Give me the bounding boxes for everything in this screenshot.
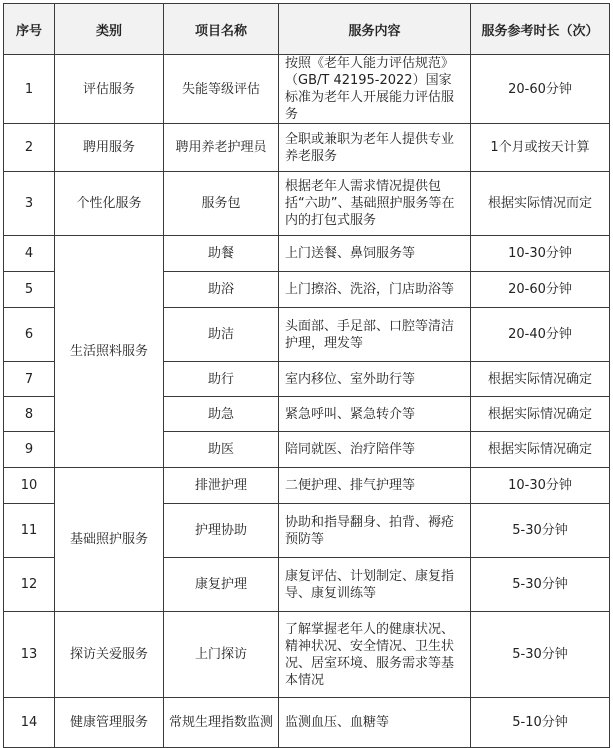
row-category: 健康管理服务: [55, 698, 164, 748]
table-row: [4, 55, 610, 124]
row-no: 9: [4, 432, 55, 468]
header-content: 服务内容: [279, 4, 471, 55]
row-item: 护理协助: [164, 504, 279, 558]
row-content: 监测血压、血糖等: [279, 698, 471, 748]
row-duration: 根据实际情况而定: [471, 172, 610, 236]
row-category: 聘用服务: [55, 124, 164, 172]
row-content: 头面部、手足部、口腔等清洁护理，理发等: [279, 308, 471, 362]
row-content: 协助和指导翻身、拍背、褥疮预防等: [279, 504, 471, 558]
row-item: 助浴: [164, 272, 279, 308]
row-category: 基础照护服务: [55, 468, 164, 612]
row-duration: 根据实际情况确定: [471, 397, 610, 432]
row-duration: 5-30分钟: [471, 558, 610, 612]
row-category: 生活照料服务: [55, 236, 164, 468]
row-duration: 10-30分钟: [471, 236, 610, 272]
row-duration: 20-60分钟: [471, 272, 610, 308]
row-content: 了解掌握老年人的健康状况、精神状况、安全情况、卫生状况、居室环境、服务需求等基本情况: [279, 612, 471, 698]
row-item: 助医: [164, 432, 279, 468]
row-no: 13: [4, 612, 55, 698]
row-item: 康复护理: [164, 558, 279, 612]
row-duration: 5-30分钟: [471, 504, 610, 558]
row-content: 根据老年人需求情况提供包括“六助”、基础照护服务等在内的打包式服务: [279, 172, 471, 236]
row-item: 服务包: [164, 172, 279, 236]
table-row: [4, 236, 610, 272]
header-duration: 服务参考时长（次）: [471, 4, 610, 55]
row-content: 室内移位、室外助行等: [279, 362, 471, 397]
row-category: 个性化服务: [55, 172, 164, 236]
row-content: 按照《老年人能力评估规范》（GB/T 42195-2022）国家标准为老年人开展能力评估服务: [279, 55, 471, 124]
row-duration: 5-30分钟: [471, 612, 610, 698]
row-duration: 5-10分钟: [471, 698, 610, 748]
row-duration: 1个月或按天计算: [471, 124, 610, 172]
row-item: 助急: [164, 397, 279, 432]
row-item: 助洁: [164, 308, 279, 362]
row-content: 陪同就医、治疗陪伴等: [279, 432, 471, 468]
table-row: [4, 612, 610, 698]
row-no: 7: [4, 362, 55, 397]
table-row: [4, 124, 610, 172]
row-no: 4: [4, 236, 55, 272]
row-no: 12: [4, 558, 55, 612]
row-item: 失能等级评估: [164, 55, 279, 124]
header-no: 序号: [4, 4, 55, 55]
table-row: [4, 172, 610, 236]
row-item: 排泄护理: [164, 468, 279, 504]
service-table-container: [3, 3, 609, 744]
row-category: 评估服务: [55, 55, 164, 124]
row-no: 5: [4, 272, 55, 308]
row-content: 紧急呼叫、紧急转介等: [279, 397, 471, 432]
row-content: 二便护理、排气护理等: [279, 468, 471, 504]
row-duration: 20-60分钟: [471, 55, 610, 124]
row-content: 全职或兼职为老年人提供专业养老服务: [279, 124, 471, 172]
row-item: 上门探访: [164, 612, 279, 698]
row-content: 康复评估、计划制定、康复指导、康复训练等: [279, 558, 471, 612]
row-no: 14: [4, 698, 55, 748]
row-no: 6: [4, 308, 55, 362]
row-content: 上门擦浴、洗浴，门店助浴等: [279, 272, 471, 308]
header-category: 类别: [55, 4, 164, 55]
table-row: [4, 698, 610, 748]
row-no: 11: [4, 504, 55, 558]
table-row: [4, 468, 610, 504]
row-no: 2: [4, 124, 55, 172]
header-item: 项目名称: [164, 4, 279, 55]
header-row: [4, 4, 610, 55]
row-content: 上门送餐、鼻饲服务等: [279, 236, 471, 272]
row-item: 助行: [164, 362, 279, 397]
row-no: 1: [4, 55, 55, 124]
row-item: 聘用养老护理员: [164, 124, 279, 172]
row-duration: 20-40分钟: [471, 308, 610, 362]
row-item: 助餐: [164, 236, 279, 272]
row-no: 8: [4, 397, 55, 432]
row-duration: 10-30分钟: [471, 468, 610, 504]
row-duration: 根据实际情况确定: [471, 362, 610, 397]
row-category: 探访关爱服务: [55, 612, 164, 698]
row-item: 常规生理指数监测: [164, 698, 279, 748]
row-no: 10: [4, 468, 55, 504]
service-table: [3, 3, 610, 748]
row-duration: 根据实际情况确定: [471, 432, 610, 468]
row-no: 3: [4, 172, 55, 236]
